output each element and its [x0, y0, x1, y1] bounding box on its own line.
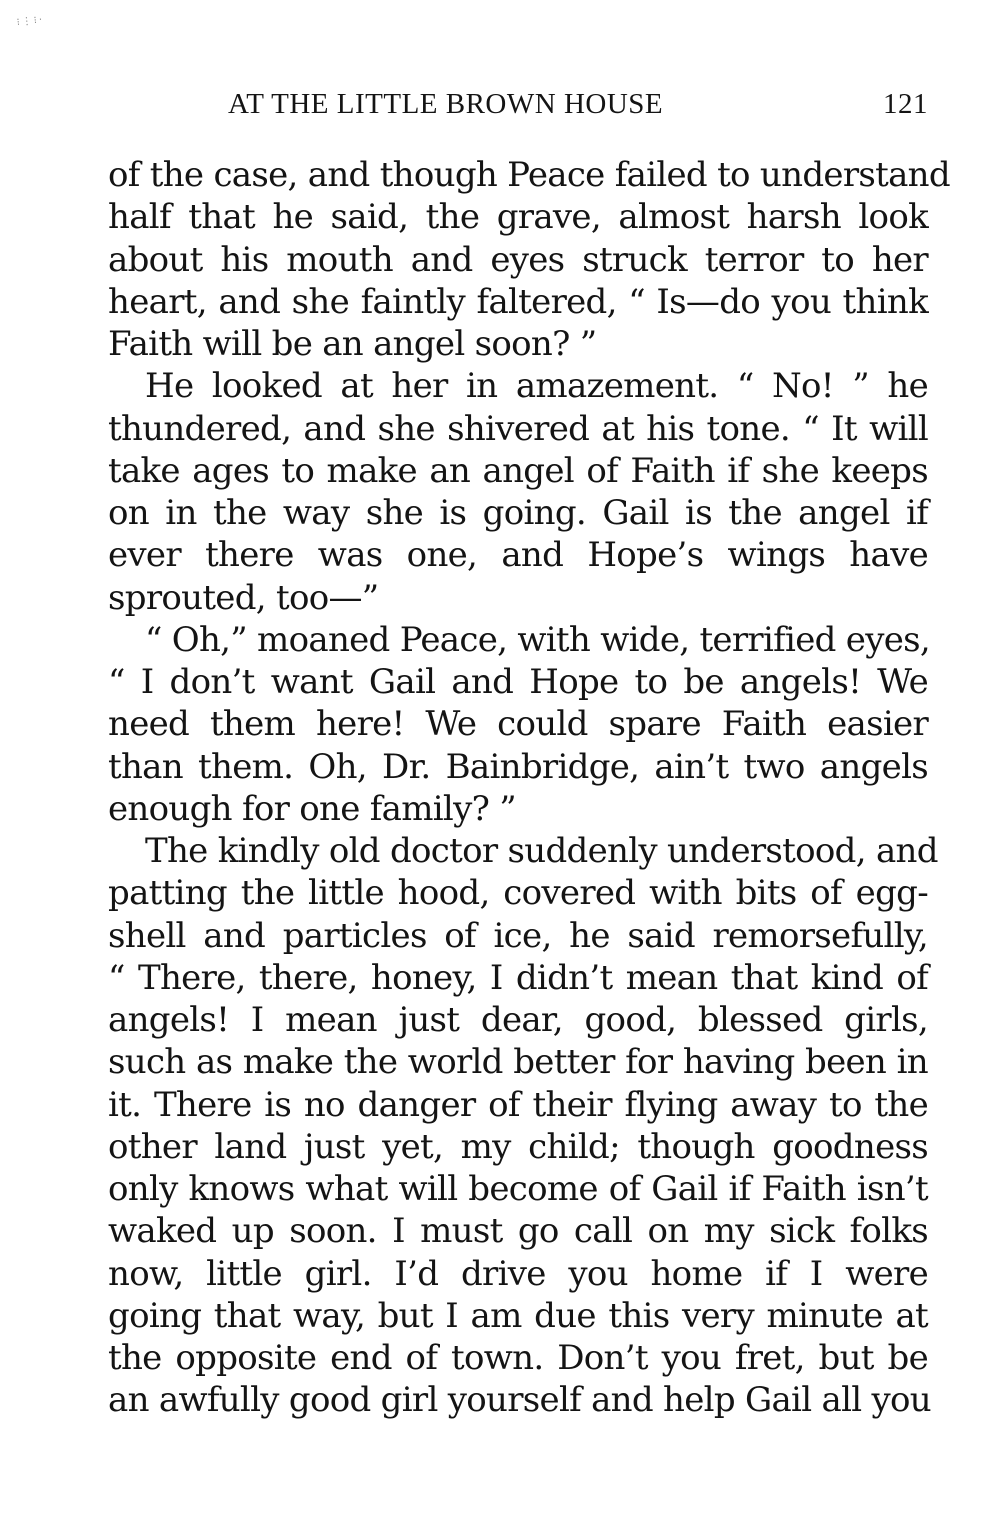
text-line: “ I don’t want Gail and Hope to be angels! We: [108, 662, 928, 702]
scan-speck: ⁝⋮⁝‧: [16, 14, 45, 29]
text-line: angels! I mean just dear, good, blessed girls,: [108, 1000, 928, 1040]
text-line: it. There is no danger of their flying away to the: [108, 1084, 928, 1125]
text-line: “ There, there, honey, I didn’t mean that kind of: [108, 957, 928, 998]
text-line: than them. Oh, Dr. Bainbridge, ain’t two angels: [108, 746, 928, 787]
text-line: such as make the world better for having been in: [108, 1042, 928, 1083]
text-line: ever there was one, and Hope’s wings have: [108, 535, 928, 576]
text-line: He looked at her in amazement. “ No! ” he: [145, 366, 928, 407]
text-line: waked up soon. I must go call on my sick folks: [108, 1211, 928, 1252]
text-line: sprouted, too—”: [108, 577, 379, 618]
page-number: 121: [883, 88, 928, 120]
text-line: now, little girl. I’d drive you home if I were: [108, 1253, 928, 1294]
text-line: going that way, but I am due this very minute at: [108, 1295, 928, 1336]
text-line: enough for one family? ”: [108, 788, 516, 829]
text-line: of the case, and though Peace failed to understand: [108, 155, 950, 195]
text-line: only knows what will become of Gail if Faith isn’t: [108, 1169, 928, 1209]
body-text: [108, 154, 950, 1422]
text-line: Faith will be an angel soon? ”: [108, 324, 597, 364]
text-line: the opposite end of town. Don’t you fret, but be: [108, 1338, 928, 1378]
text-line: half that he said, the grave, almost harsh look: [108, 197, 928, 238]
running-title: AT THE LITTLE BROWN HOUSE: [228, 88, 664, 120]
text-line: need them here! We could spare Faith easier: [108, 704, 928, 745]
text-line: an awfully good girl yourself and help Gail all you: [108, 1380, 931, 1421]
text-line: shell and particles of ice, he said remorsefully,: [108, 915, 928, 956]
text-line: “ Oh,” moaned Peace, with wide, terrified eyes,: [145, 619, 930, 660]
text-line: thundered, and she shivered at his tone. “ It will: [108, 408, 928, 449]
text-line: heart, and she faintly faltered, “ Is—do you think: [108, 281, 928, 322]
text-line: take ages to make an angel of Faith if she keeps: [108, 450, 928, 491]
running-head: [228, 84, 928, 124]
text-line: The kindly old doctor suddenly understood, and: [145, 831, 938, 871]
text-line: patting the little hood, covered with bits of egg-: [108, 873, 928, 914]
text-line: about his mouth and eyes struck terror to her: [108, 239, 928, 280]
text-line: other land just yet, my child; though goodness: [108, 1126, 928, 1167]
text-line: on in the way she is going. Gail is the angel if: [108, 493, 928, 533]
